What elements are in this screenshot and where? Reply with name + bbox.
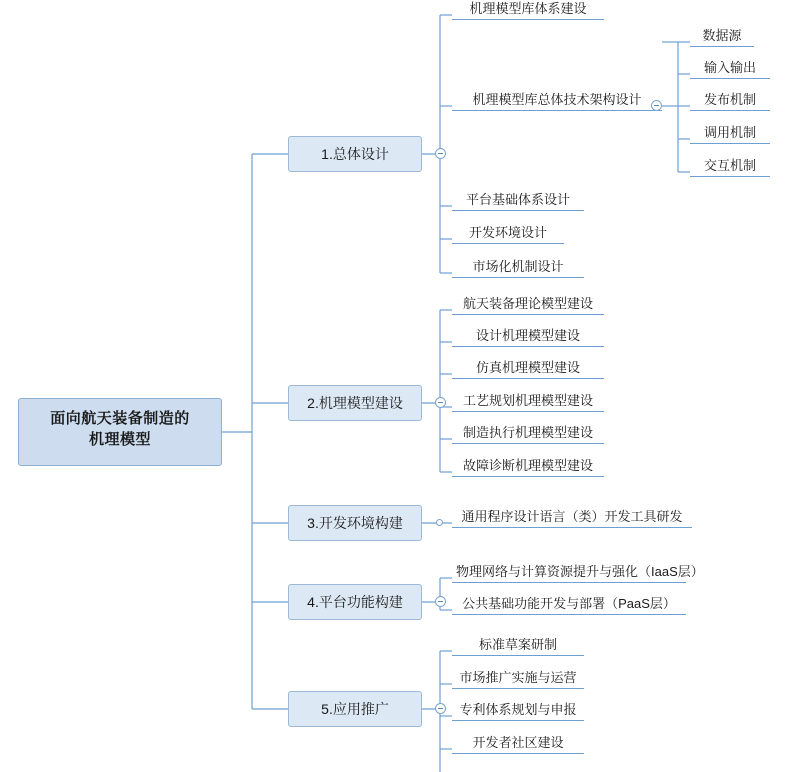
leaf-label: 故障诊断机理模型建设 bbox=[462, 458, 593, 473]
leaf-label: 仿真机理模型建设 bbox=[475, 360, 580, 375]
leaf-5-2[interactable] bbox=[452, 667, 584, 689]
leaf-label: 专利体系规划与申报 bbox=[459, 702, 577, 717]
root-label-line2: 机理模型 bbox=[88, 431, 151, 448]
leaf-1-2-5[interactable] bbox=[690, 155, 770, 177]
leaf-2-6[interactable] bbox=[452, 455, 604, 477]
leaf-2-3[interactable] bbox=[452, 357, 604, 379]
leaf-5-4[interactable] bbox=[452, 732, 584, 754]
leaf-label: 发布机制 bbox=[703, 92, 756, 107]
leaf-1-2-2[interactable] bbox=[690, 57, 770, 79]
collapse-toggle-branch-5[interactable] bbox=[435, 703, 446, 714]
leaf-label: 调用机制 bbox=[703, 125, 756, 140]
leaf-2-4[interactable] bbox=[452, 390, 604, 412]
leaf-2-1[interactable] bbox=[452, 293, 604, 315]
branch-node-1[interactable] bbox=[288, 136, 422, 172]
leaf-1-2-4[interactable] bbox=[690, 122, 770, 144]
collapse-toggle-branch-2[interactable] bbox=[435, 397, 446, 408]
leaf-label: 开发环境设计 bbox=[468, 225, 547, 240]
branch-label-5: 5.应用推广 bbox=[321, 701, 389, 717]
collapse-toggle-branch-1[interactable] bbox=[435, 148, 446, 159]
branch-node-3[interactable] bbox=[288, 505, 422, 541]
leaf-1-5[interactable] bbox=[452, 256, 584, 278]
root-label-line1: 面向航天装备制造的 bbox=[50, 410, 190, 427]
root-node[interactable] bbox=[18, 398, 222, 466]
leaf-label: 市场推广实施与运营 bbox=[459, 670, 577, 685]
leaf-label: 通用程序设计语言（类）开发工具研发 bbox=[461, 509, 683, 524]
branch-label-1: 1.总体设计 bbox=[321, 146, 389, 162]
leaf-4-2[interactable] bbox=[452, 593, 686, 615]
leaf-1-2[interactable] bbox=[452, 89, 662, 111]
leaf-label: 平台基础体系设计 bbox=[465, 192, 570, 207]
branch-label-2: 2.机理模型建设 bbox=[307, 395, 403, 411]
leaf-label: 数据源 bbox=[702, 28, 742, 43]
leaf-label: 设计机理模型建设 bbox=[475, 328, 580, 343]
leaf-4-1[interactable] bbox=[452, 561, 704, 583]
leaf-5-1[interactable] bbox=[452, 634, 584, 656]
leaf-1-4[interactable] bbox=[452, 222, 564, 244]
leaf-label: 市场化机制设计 bbox=[472, 259, 564, 274]
leaf-1-1[interactable] bbox=[452, 0, 604, 20]
leaf-3-1[interactable] bbox=[452, 506, 692, 528]
leaf-2-2[interactable] bbox=[452, 325, 604, 347]
leaf-label: 开发者社区建设 bbox=[472, 735, 564, 750]
leaf-label: 交互机制 bbox=[703, 158, 756, 173]
leaf-2-5[interactable] bbox=[452, 422, 604, 444]
branch-node-4[interactable] bbox=[288, 584, 422, 620]
leaf-1-2-3[interactable] bbox=[690, 89, 770, 111]
leaf-5-3[interactable] bbox=[452, 699, 584, 721]
leaf-1-3[interactable] bbox=[452, 189, 584, 211]
branch-label-4: 4.平台功能构建 bbox=[307, 594, 403, 610]
collapse-toggle-leaf-1-2[interactable] bbox=[651, 100, 662, 111]
leaf-label: 标准草案研制 bbox=[478, 637, 557, 652]
leaf-label: 公共基础功能开发与部署（PaaS层） bbox=[462, 596, 676, 611]
leaf-label: 输入输出 bbox=[703, 60, 756, 75]
leaf-label: 航天装备理论模型建设 bbox=[462, 296, 593, 311]
leaf-label: 机理模型库总体技术架构设计 bbox=[472, 92, 642, 107]
branch-node-2[interactable] bbox=[288, 385, 422, 421]
leaf-label: 机理模型库体系建设 bbox=[469, 1, 587, 16]
leaf-1-2-1[interactable] bbox=[690, 25, 754, 47]
leaf-label: 物理网络与计算资源提升与强化（IaaS层） bbox=[456, 564, 704, 579]
branch-node-5[interactable] bbox=[288, 691, 422, 727]
leaf-label: 工艺规划机理模型建设 bbox=[462, 393, 593, 408]
branch-label-3: 3.开发环境构建 bbox=[307, 515, 403, 531]
leaf-label: 制造执行机理模型建设 bbox=[462, 425, 593, 440]
connector-dot-branch-3[interactable] bbox=[436, 519, 443, 526]
collapse-toggle-branch-4[interactable] bbox=[435, 596, 446, 607]
